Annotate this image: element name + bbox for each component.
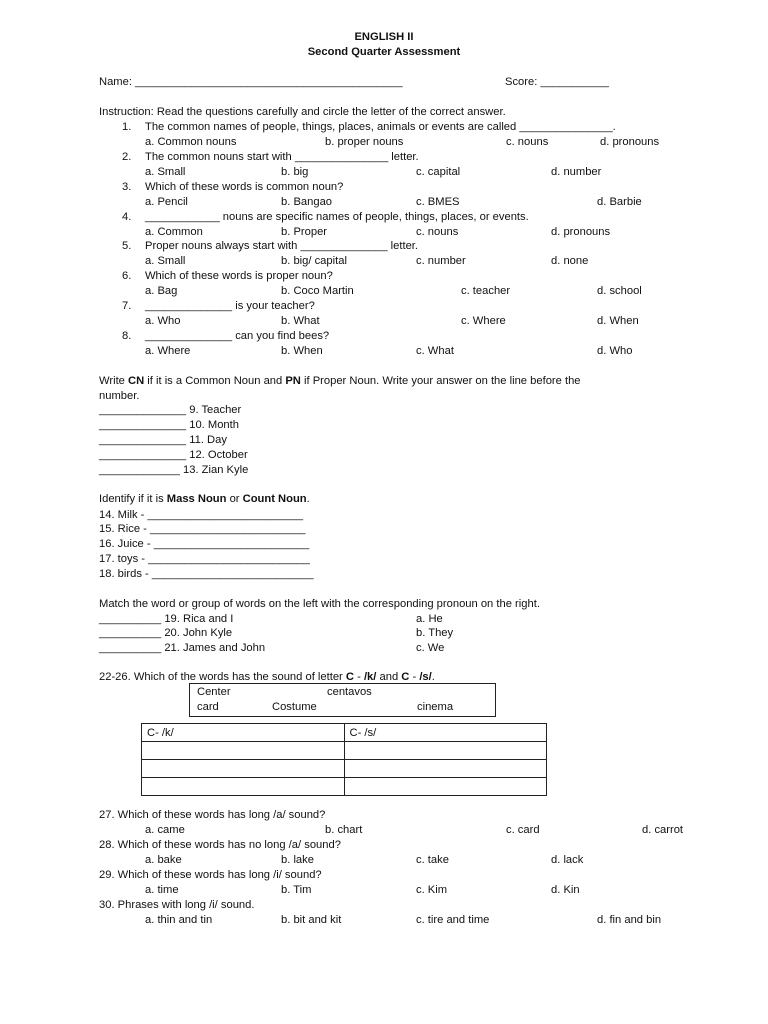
choice[interactable]: c. BMES: [416, 196, 460, 208]
match-left-item[interactable]: __________ 20. John Kyle: [99, 627, 233, 639]
table-header-row: [142, 724, 547, 742]
question-number: 6.: [122, 270, 132, 282]
answer-cell[interactable]: [142, 760, 345, 778]
match-right-item: b. They: [416, 627, 454, 639]
choice[interactable]: c. Where: [461, 315, 506, 327]
choice[interactable]: d. number: [551, 166, 602, 178]
answer-line-item[interactable]: 17. toys - __________________________: [99, 553, 310, 565]
choice[interactable]: a. bake: [145, 854, 182, 866]
choice[interactable]: c. nouns: [506, 136, 549, 148]
choice[interactable]: d. carrot: [642, 824, 684, 836]
column-header-s: C- /s/: [344, 724, 547, 742]
instruction-part1: Instruction: Read the questions carefully and circle the letter of the correct answer.: [99, 106, 506, 118]
answer-line-item[interactable]: 15. Rice - _________________________: [99, 523, 306, 535]
answer-line-item[interactable]: _____________ 13. Zian Kyle: [99, 464, 249, 476]
choice[interactable]: b. Proper: [281, 226, 328, 238]
choice[interactable]: b. bit and kit: [281, 914, 342, 926]
choice[interactable]: b. Coco Martin: [281, 285, 354, 297]
answer-line-item[interactable]: ______________ 12. October: [99, 449, 248, 461]
choice[interactable]: b. lake: [281, 854, 314, 866]
page-subtitle: Second Quarter Assessment: [307, 46, 461, 58]
choice[interactable]: d. Kin: [551, 884, 580, 896]
page-title: ENGLISH II: [354, 31, 414, 43]
match-right-item: c. We: [416, 642, 445, 654]
answer-line-item[interactable]: 16. Juice - _________________________: [99, 538, 310, 550]
word-bank-item: card: [197, 701, 219, 713]
choice[interactable]: c. card: [506, 824, 540, 836]
word-bank-item: centavos: [327, 686, 372, 698]
match-left-item[interactable]: __________ 21. James and John: [99, 642, 266, 654]
choice[interactable]: a. Small: [145, 166, 186, 178]
word-bank-item: Costume: [272, 701, 317, 713]
choice[interactable]: d. fin and bin: [597, 914, 662, 926]
choice[interactable]: b. big: [281, 166, 309, 178]
instruction-part3: Identify if it is Mass Noun or Count Noun.: [99, 493, 310, 505]
question-text: 30. Phrases with long /i/ sound.: [99, 899, 255, 911]
match-right-item: a. He: [416, 613, 443, 625]
choice[interactable]: b. When: [281, 345, 323, 357]
choice[interactable]: b. Tim: [281, 884, 312, 896]
choice[interactable]: d. lack: [551, 854, 584, 866]
choice[interactable]: a. came: [145, 824, 185, 836]
question-text: ______________ can you find bees?: [145, 330, 330, 342]
choice[interactable]: b. Bangao: [281, 196, 333, 208]
choice[interactable]: b. big/ capital: [281, 255, 347, 267]
answer-line-item[interactable]: ______________ 11. Day: [99, 434, 227, 446]
question-text: 28. Which of these words has no long /a/ sound?: [99, 839, 341, 851]
choice[interactable]: d. pronouns: [600, 136, 660, 148]
name-field[interactable]: Name: ___________________________________________: [99, 76, 403, 88]
choice[interactable]: d. none: [551, 255, 589, 267]
choice[interactable]: a. Common: [145, 226, 203, 238]
question-text: ____________ nouns are specific names of people, things, places, or events.: [145, 211, 529, 223]
instruction-part2: Write CN if it is a Common Noun and PN if Proper Noun. Write your answer on the line before the: [99, 375, 581, 387]
choice[interactable]: a. Where: [145, 345, 191, 357]
word-bank-item: Center: [197, 686, 231, 698]
choice[interactable]: d. pronouns: [551, 226, 611, 238]
choice[interactable]: a. time: [145, 884, 179, 896]
instruction-part4: Match the word or group of words on the left with the corresponding pronoun on the right.: [99, 598, 540, 610]
answer-line-item[interactable]: ______________ 9. Teacher: [99, 404, 242, 416]
choice[interactable]: c. number: [416, 255, 466, 267]
answer-line-item[interactable]: ______________ 10. Month: [99, 419, 239, 431]
sound-sort-table: [141, 723, 547, 796]
question-text: ______________ is your teacher?: [145, 300, 315, 312]
question-number: 7.: [122, 300, 132, 312]
answer-cell[interactable]: [142, 778, 345, 796]
question-number: 1.: [122, 121, 132, 133]
question-22-26: 22-26. Which of the words has the sound of letter C - /k/ and C - /s/.: [99, 671, 435, 683]
choice[interactable]: a. thin and tin: [145, 914, 213, 926]
answer-line-item[interactable]: 18. birds - __________________________: [99, 568, 314, 580]
choice[interactable]: d. Who: [597, 345, 633, 357]
choice[interactable]: b. proper nouns: [325, 136, 404, 148]
answer-cell[interactable]: [142, 742, 345, 760]
question-text: 29. Which of these words has long /i/ sound?: [99, 869, 322, 881]
question-number: 8.: [122, 330, 132, 342]
choice[interactable]: c. teacher: [461, 285, 511, 297]
choice[interactable]: c. take: [416, 854, 449, 866]
choice[interactable]: a. Common nouns: [145, 136, 237, 148]
question-number: 4.: [122, 211, 132, 223]
answer-line-item[interactable]: 14. Milk - _________________________: [99, 509, 304, 521]
choice[interactable]: c. nouns: [416, 226, 459, 238]
choice[interactable]: c. tire and time: [416, 914, 490, 926]
question-text: The common nouns start with _______________ letter.: [145, 151, 419, 163]
question-number: 3.: [122, 181, 132, 193]
choice[interactable]: a. Small: [145, 255, 186, 267]
table-row: [142, 778, 547, 796]
table-row: [142, 760, 547, 778]
choice[interactable]: a. Bag: [145, 285, 178, 297]
choice[interactable]: b. What: [281, 315, 320, 327]
word-bank-item: cinema: [417, 701, 454, 713]
score-field[interactable]: Score: ___________: [505, 76, 609, 88]
choice[interactable]: d. Barbie: [597, 196, 642, 208]
question-text: The common names of people, things, places, animals or events are called _______________.: [145, 121, 616, 133]
answer-cell[interactable]: [344, 760, 547, 778]
choice[interactable]: d. school: [597, 285, 642, 297]
choice[interactable]: c. capital: [416, 166, 461, 178]
match-left-item[interactable]: __________ 19. Rica and I: [99, 613, 234, 625]
question-text: Which of these words is common noun?: [145, 181, 344, 193]
choice[interactable]: a. Pencil: [145, 196, 188, 208]
column-header-k: C- /k/: [142, 724, 345, 742]
question-text: Which of these words is proper noun?: [145, 270, 333, 282]
instruction-part2-continued: number.: [99, 390, 140, 402]
choice[interactable]: c. Kim: [416, 884, 448, 896]
choice[interactable]: a. Who: [145, 315, 181, 327]
question-text: 27. Which of these words has long /a/ sound?: [99, 809, 326, 821]
answer-cell[interactable]: [344, 742, 547, 760]
question-text: Proper nouns always start with ______________ letter.: [145, 240, 419, 252]
choice[interactable]: c. What: [416, 345, 454, 357]
question-number: 5.: [122, 240, 132, 252]
answer-cell[interactable]: [344, 778, 547, 796]
choice[interactable]: b. chart: [325, 824, 363, 836]
choice[interactable]: d. When: [597, 315, 639, 327]
table-row: [142, 742, 547, 760]
question-number: 2.: [122, 151, 132, 163]
